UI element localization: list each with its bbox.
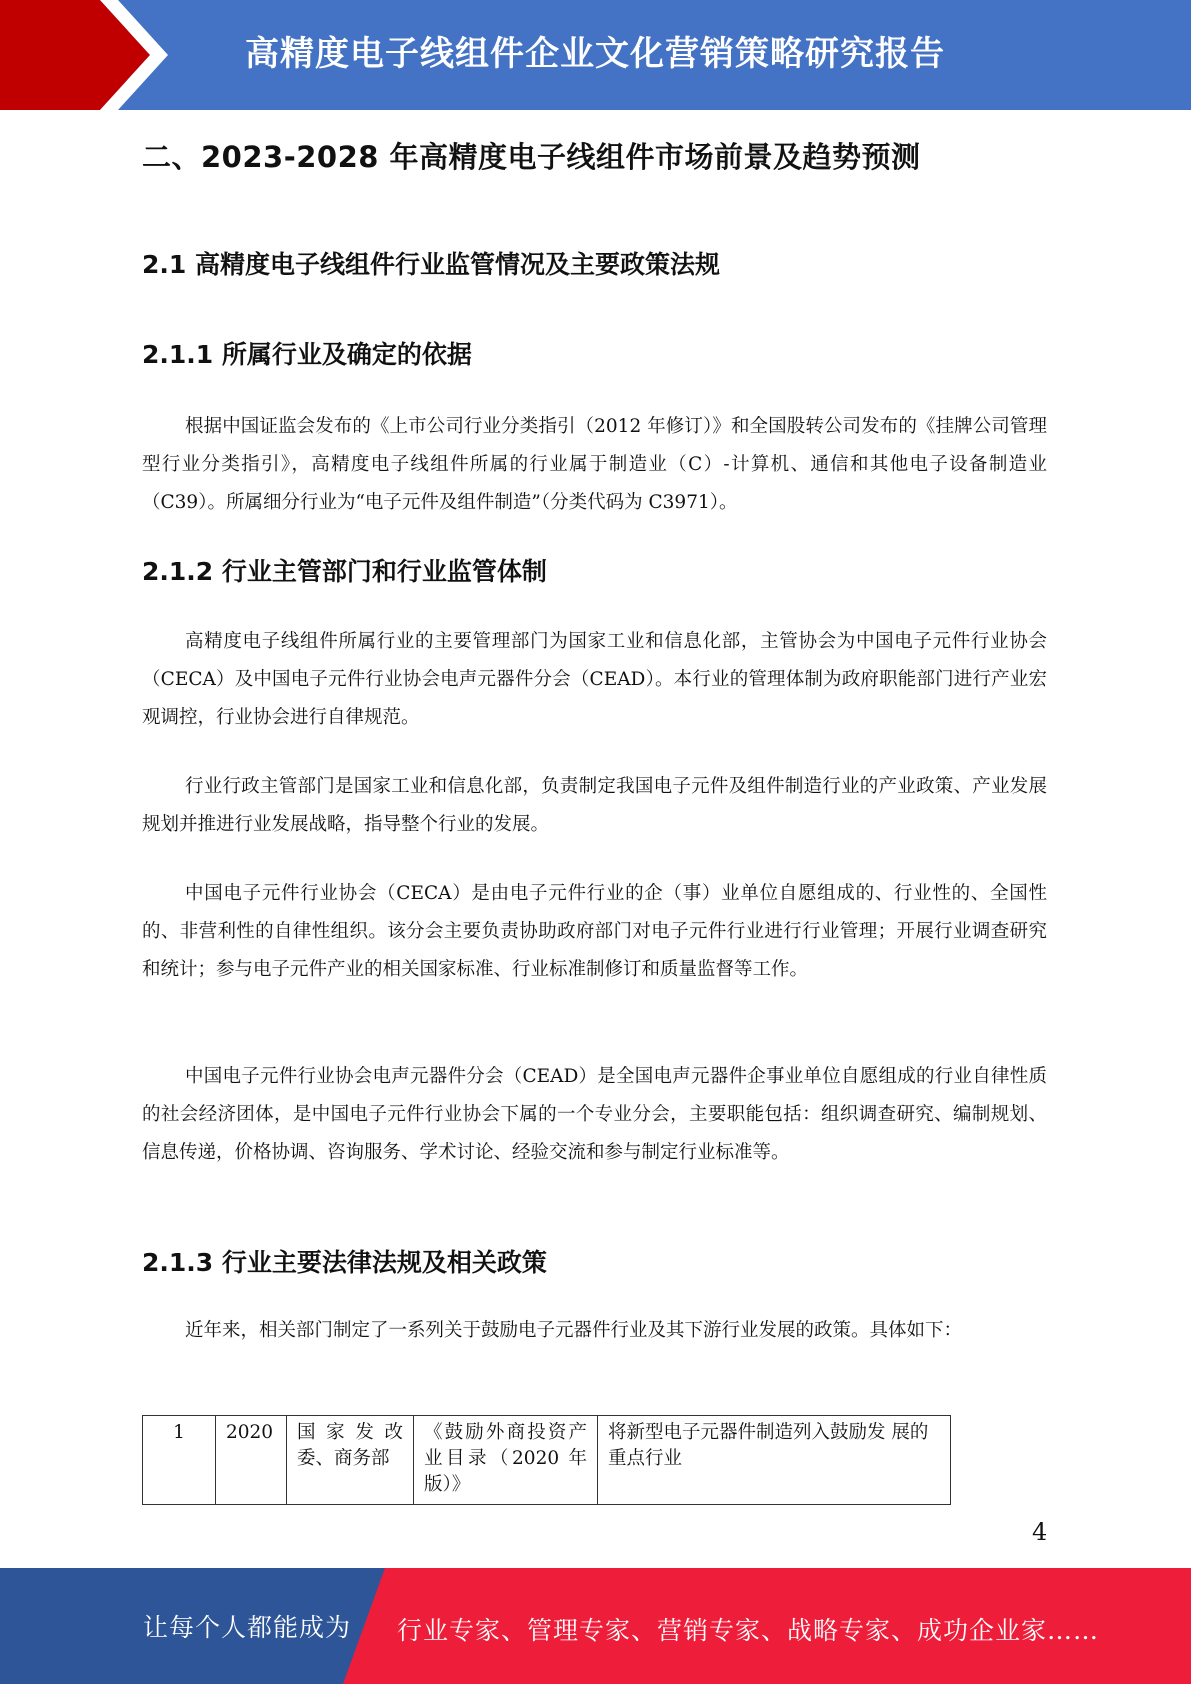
cell-year: 2020 — [216, 1416, 287, 1505]
paragraph-regulatory-bodies: 高精度电子线组件所属行业的主要管理部门为国家工业和信息化部，主管协会为中国电子元件行业协会（CECA）及中国电子元件行业协会电声元器件分会（CEAD）。本行业的管理体制为政府职能部门进行产业宏观调控，行业协会进行自律规范。 — [142, 631, 1047, 728]
cell-content: 将新型电子元器件制造列入鼓励发 展的重点行业 — [598, 1416, 951, 1505]
footer-slogan-left: 让每个人都能成为 — [143, 1613, 352, 1642]
section-title: 二、2023-2028 年高精度电子线组件市场前景及趋势预测 — [142, 140, 921, 174]
table-row — [143, 1416, 951, 1505]
subsection-heading-2-1-3: 2.1.3 行业主要法律法规及相关政策 — [142, 1248, 547, 1277]
subsection-heading-2-1-1: 2.1.1 所属行业及确定的依据 — [142, 340, 472, 369]
subsection-heading-2-1: 2.1 高精度电子线组件行业监管情况及主要政策法规 — [142, 250, 720, 279]
cell-department: 国 家 发 改委、商务部 — [287, 1416, 414, 1505]
header-title: 高精度电子线组件企业文化营销策略研究报告 — [245, 34, 945, 74]
page-footer — [0, 1568, 1191, 1684]
footer-slogan-right: 行业专家、管理专家、营销专家、战略专家、成功企业家…… — [397, 1616, 1100, 1645]
cell-document: 《鼓励外商投资产业目录（2020 年版）》 — [414, 1416, 598, 1505]
paragraph-administrative-department: 行业行政主管部门是国家工业和信息化部，负责制定我国电子元件及组件制造行业的产业政策、产业发展规划并推进行业发展战略，指导整个行业的发展。 — [142, 776, 1047, 835]
subsection-heading-2-1-2: 2.1.2 行业主管部门和行业监管体制 — [142, 557, 547, 586]
cell-number: 1 — [143, 1416, 216, 1505]
page-number: 4 — [1032, 1518, 1048, 1546]
paragraph-ceca: 中国电子元件行业协会（CECA）是由电子元件行业的企（事）业单位自愿组成的、行业性的、全国性的、非营利性的自律性组织。该分会主要负责协助政府部门对电子元件行业进行行业管理；开展行业调查研究和统计；参与电子元件产业的相关国家标准、行业标准制修订和质量监督等工作。 — [142, 883, 1047, 980]
paragraph-industry-classification: 根据中国证监会发布的《上市公司行业分类指引（2012 年修订）》和全国股转公司发布的《挂牌公司管理型行业分类指引》，高精度电子线组件所属的行业属于制造业（C）-计算机、通信和其他电子设备制造业（C39）。所属细分行业为“电子元件及组件制造”（分类代码为 C3971）。 — [142, 416, 1047, 513]
paragraph-policies-intro: 近年来，相关部门制定了一系列关于鼓励电子元器件行业及其下游行业发展的政策。具体如下： — [185, 1320, 963, 1341]
paragraph-cead: 中国电子元件行业协会电声元器件分会（CEAD）是全国电声元器件企事业单位自愿组成的行业自律性质的社会经济团体，是中国电子元件行业协会下属的一个专业分会，主要职能包括：组织调查研究、编制规划、信息传递，价格协调、咨询服务、学术讨论、经验交流和参与制定行业标准等。 — [142, 1066, 1047, 1163]
page-header — [0, 0, 1191, 110]
policy-table — [142, 1415, 951, 1505]
